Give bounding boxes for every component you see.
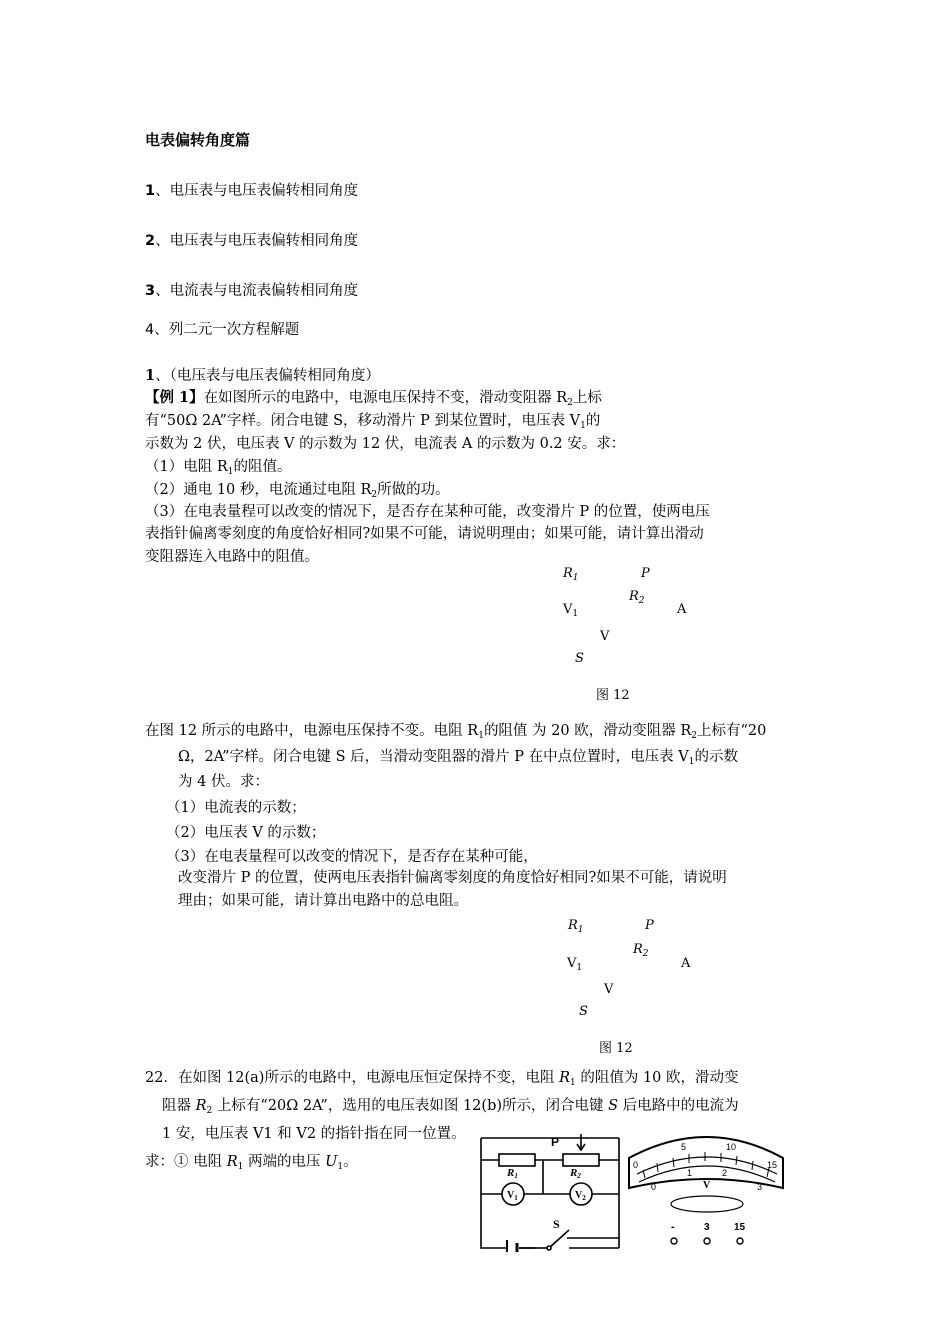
subscript: 2 [567,398,573,408]
subscript: 1 [572,609,579,619]
subscript: 2 [577,1172,581,1180]
fig1-label-p: P [641,566,650,581]
figure-12-svg [477,1130,789,1252]
toc-num: 1 [145,183,156,199]
subscript: 1 [514,1172,518,1180]
fig1-caption: 图 12 [596,688,630,703]
toc-text: 、电压表与电压表偏转相同角度 [155,183,359,199]
question-3-line-3: 变阻器连入电路中的阻值。 [145,549,319,565]
circuit-diagram [481,1134,619,1252]
example-line-2 [145,409,600,430]
fig2-label-v: V [604,982,614,997]
fig1-label-r1 [563,566,579,581]
fig1-label-r2 [629,589,645,604]
label-text: R [507,1167,515,1179]
text: 两端的电压 [243,1154,326,1170]
example-line-3: 示数为 2 伏，电压表 V 的示数为 12 伏，电流表 A 的示数为 0.2 安。求： [145,436,626,452]
subscript: 2 [582,1194,586,1202]
subscript: 1 [688,757,695,767]
problem2-question-2: （2）电压表 V 的示数； [166,825,326,841]
voltmeter-face [629,1137,783,1212]
var-r: R [195,1098,207,1114]
subscript: 2 [642,949,649,959]
toc-num: 2 [145,233,156,249]
subscript: 1 [576,963,583,973]
problem3-question-1 [145,1150,358,1171]
text: 。 [343,1154,358,1170]
fig1-label-a: A [677,602,687,617]
subscript: 1 [572,573,579,583]
example-tag: 【例 1】 [145,389,204,406]
text: 的示数 [694,749,738,765]
toc-text: 、列二元一次方程解题 [154,322,300,338]
scale-outer-5: 5 [681,1142,687,1152]
heading-num: 1 [145,367,156,384]
toc-text: 、电流表与电流表偏转相同角度 [155,283,359,299]
problem2-line-2 [178,745,738,766]
text: 在图 12 所示的电路中，电源电压保持不变。电阻 R [145,723,479,739]
subscript: 1 [570,1078,576,1088]
question-3-line-1: （3）在电表量程可以改变的情况下，是否存在某种可能，改变滑片 P 的位置，使两电压 [145,504,710,520]
question-3-line-2: 表指针偏离零刻度的角度恰好相同?如果不可能，请说明理由；如果可能，请计算出滑动 [145,526,704,542]
section-heading [145,364,380,385]
subscript: 2 [691,731,697,741]
scale-outer-0: 0 [633,1160,639,1170]
text: 22．在如图 12(a)所示的电路中，电源电压恒定保持不变，电阻 [145,1070,560,1086]
fig1-label-s: S [575,651,584,666]
subscript: 1 [577,925,584,935]
resistor-r1 [499,1154,535,1166]
subscript: 1 [237,1162,244,1172]
text: （2）通电 10 秒，电流通过电阻 R [145,482,372,498]
label-text: V [563,602,573,617]
text: 的阻值。 [233,459,292,475]
label-text: R [633,942,643,957]
text: 有“50Ω 2A”字样。闭合电键 S，移动滑片 P 到某位置时，电压表 V [145,413,581,429]
switch-pivot [547,1246,551,1250]
heading-text: 、（电压表与电压表偏转相同角度） [155,368,380,384]
subscript: 1 [227,467,234,477]
label-text: V [507,1190,515,1201]
toc-item-2 [145,229,358,250]
problem2-line-3: 为 4 伏。求： [178,774,269,790]
text: 上标 [572,390,602,406]
circuit-label-r2 [569,1167,581,1180]
subscript: 2 [206,1106,213,1116]
question-2 [145,478,450,499]
scale-inner-2: 2 [722,1168,728,1178]
circuit-label-s: S [553,1217,560,1231]
problem3-line-2 [162,1094,739,1115]
var-r: R [559,1070,570,1086]
resistor-r2 [563,1154,599,1166]
terminal-label-15: 15 [734,1222,746,1233]
problem2-question-3-line-3: 理由；如果可能，请计算出电路中的总电阻。 [178,893,468,909]
scale-inner-0: 0 [651,1182,657,1192]
label-text: R [568,918,578,933]
label-text: R [570,1167,578,1179]
fig2-label-a: A [681,956,691,971]
toc-item-4 [145,318,299,339]
subscript: 1 [337,1162,344,1172]
toc-num: 3 [145,283,156,299]
fig2-caption: 图 12 [599,1041,633,1056]
var-u: U [325,1154,338,1170]
problem3-line-3: 1 安，电压表 V1 和 V2 的指针指在同一位置。 [162,1126,466,1142]
text: 阻器 [162,1098,196,1114]
text: 上标有“20Ω 2A”，选用的电压表如图 12(b)所示，闭合电键 [212,1098,609,1114]
toc-num: 4 [145,322,155,338]
fig1-label-v1 [563,602,578,617]
var-s: S [608,1098,619,1114]
toc-item-1 [145,179,358,200]
terminal-minus [671,1238,677,1244]
figure-12 [477,1130,789,1252]
text: 的 [585,413,601,429]
fig2-label-r1 [568,918,584,933]
scale-inner-3: 3 [757,1182,763,1192]
example-line-1 [145,386,602,407]
subscript: 1 [478,731,484,741]
problem2-question-3-line-2: 改变滑片 P 的位置，使两电压表指针偏离零刻度的角度恰好相同?如果不可能，请说明 [178,870,727,886]
meter-base [671,1196,743,1212]
fig1-label-v: V [600,629,610,644]
terminal-15 [737,1238,743,1244]
question-1 [145,455,292,476]
text: Ω，2A”字样。闭合电键 S 后，当滑动变阻器的滑片 P 在中点位置时，电压表 V [178,749,689,765]
fig2-label-v1 [567,956,582,971]
meter-unit: V [703,1180,711,1191]
terminal-label-3: 3 [704,1222,710,1233]
fig2-label-r2 [633,942,649,957]
toc-text: 、电压表与电压表偏转相同角度 [155,233,359,249]
problem2-question-3: （3）在电表量程可以改变的情况下，是否存在某种可能， [166,849,538,865]
text: （1）电阻 R [145,459,228,475]
terminals [671,1238,743,1244]
circuit-label-r1 [506,1167,518,1180]
problem3-line-1 [145,1066,739,1087]
problem2-line-1 [145,719,766,740]
label-text: R [629,589,639,604]
subscript: 1 [514,1194,518,1202]
subscript: 2 [638,596,645,606]
scale-outer-15: 15 [767,1160,778,1170]
text: 求：① 电阻 [145,1154,227,1170]
text: 所做的功。 [377,482,450,498]
text: 的阻值 为 20 欧，滑动变阻器 R [483,723,692,739]
scale-outer-10: 10 [726,1142,737,1152]
text: 的阻值为 10 欧，滑动变 [575,1070,739,1086]
switch-blade [549,1230,569,1248]
terminal-label-minus: - [671,1221,675,1233]
page-title: 电表偏转角度篇 [145,131,251,149]
circuit-label-p: P [551,1135,560,1149]
label-text: V [567,956,577,971]
label-text: R [563,566,573,581]
text: 在如图所示的电路中，电源电压保持不变，滑动变阻器 R [203,390,568,406]
text: 后电路中的电流为 [618,1098,739,1114]
var-r: R [226,1154,238,1170]
toc-item-3 [145,279,358,300]
scale-inner-1: 1 [687,1168,693,1178]
label-text: V [575,1190,583,1201]
fig2-label-p: P [645,918,654,933]
text: 上标有“20 [696,723,767,739]
subscript: 1 [580,421,586,431]
problem2-question-1: （1）电流表的示数； [166,800,306,816]
subscript: 2 [371,490,378,500]
fig2-label-s: S [579,1004,588,1019]
terminal-3 [704,1238,710,1244]
